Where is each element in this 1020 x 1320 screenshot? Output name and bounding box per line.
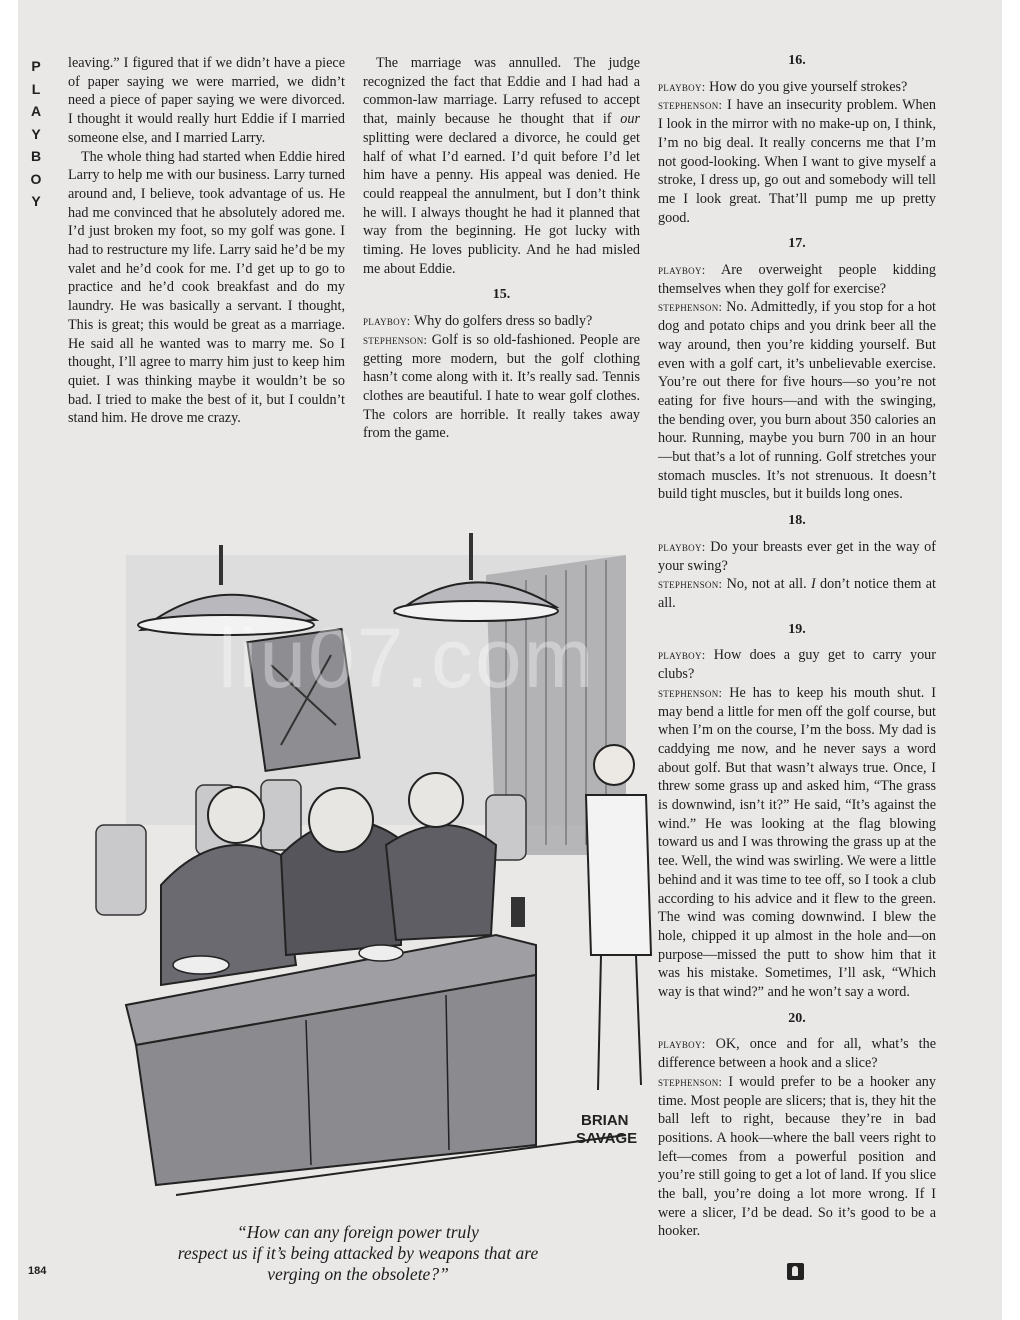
rabbit-end-mark-icon (787, 1263, 804, 1280)
question (363, 312, 640, 331)
answer (363, 331, 640, 443)
question-text: OK, once and for all, what’s the difference between a hook and a slice? (658, 1036, 936, 1072)
magazine-page (18, 0, 1002, 1320)
playboy-masthead-vertical (26, 55, 46, 213)
speaker-stephenson: stephenson: (658, 1074, 723, 1089)
watermark: liu07.com (218, 611, 596, 705)
speaker-playboy: playboy: (658, 263, 706, 278)
artist-signature: SAVAGE (576, 1130, 638, 1147)
speaker-stephenson: stephenson: (658, 685, 723, 700)
answer-text: He has to keep his mouth shut. I may bend a little for men off the golf course, but when I’m on the course, I’m the boss. My dad is caddying me now, and he never says a word about golf. But that wasn’t always true. Once, I threw some grass up and asked him, “The grass is downwind, isn’t it?” He said, “It’s against the wind.” He was looking at the flag blowing toward us and I was throwing the grass up at the tee. Well, the wind was swirling. We were a little behind and it was time to tee off, so I took a club according to his advice and it flew to the green. The wind was coming downwind. I blew the hole, chipped it up almost in the hole and—on purpose—missed the putt to show him that it was his mistake. Sometimes, I’ll ask, “Which way is that wind?” and he won’t say a word. (658, 684, 936, 1001)
question-number-20: 20. (788, 1010, 806, 1026)
caption-line: respect us if it’s being attacked by weapons that are (177, 1243, 539, 1263)
speaker-playboy: playboy: (363, 314, 411, 329)
cartoon-illustration (66, 525, 656, 1215)
question-number-17: 17. (788, 236, 806, 252)
speaker-playboy: playboy: (658, 539, 706, 554)
answer (658, 575, 936, 612)
question-text: How does a guy get to carry your clubs? (658, 647, 936, 683)
question (658, 646, 936, 683)
caption-line: “How can any foreign power truly (237, 1222, 479, 1242)
answer-text: I would prefer to be a hooker any time. Most people are slicers; that is, they hit the ball left to right, because they’re in bad positions. A hook—where the ball veers right to left—comes from a powerful position and you’re still going to get a lot of land. If you slice the ball, you’re doing a lot more wrong. If I were a slicer, I’d be dead. So it’s good to be a hooker. (658, 1073, 936, 1240)
answer-text: No. Admittedly, if you stop for a hot dog and potato chips and you drink beer all the way around, then you’re kidding yourself. But even with a golf cart, it’s unbelievable exercise. You’re out there for five hours—so you’re not eating for five hours—and with the swinging, the bending over, you burn about 350 calories an hour. Running, maybe you burn 700 in an hour—but that’s a lot of running. Golf stretches your stomach muscles. It’s not strenuous. It doesn’t build tight muscles, but it builds long ones. (658, 299, 936, 503)
text-column-2 (363, 54, 640, 443)
question-text: Are overweight people kidding themselves when they golf for exercise? (658, 262, 936, 297)
masthead-letter: P (31, 58, 41, 74)
masthead-letter: A (30, 103, 42, 119)
speaker-stephenson: stephenson: (658, 98, 723, 113)
paragraph (363, 54, 640, 278)
masthead-letter: Y (31, 125, 41, 142)
paragraph: The whole thing had started when Eddie hired Larry to help me with our business. Larry turned around and, I believe, took advantage of us. He had me convinced that he absolutely adored me. I’d just broken my foot, so my golf was gone. I had to restructure my life. Larry said he’d be my valet and he’d cook for me. I’d get up to go to practice and he’d cook breakfast and do my laundry. He was basically a servant. I thought, This is great; this would be great as a marriage. He said all he wanted was to marry me. So I thought, I’ll agree to marry him just to keep him quiet. I was thinking maybe it wouldn’t be so bad. I tried to make the best of it, but I couldn’t stand him. He drove me crazy. (68, 148, 345, 427)
answer-text: Golf is so old-fashioned. People are getting more modern, but the golf clothing hasn’t come along with it. It’s really sad. Tennis clothes are beautiful. I hate to wear golf clothes. The colors are horrible. It really takes away from the game. (363, 331, 640, 442)
speaker-playboy: playboy: (658, 648, 706, 663)
text-column-3 (658, 52, 936, 1241)
answer-text: No, not at all. (722, 576, 811, 593)
question-text: Do your breasts ever get in the way of your swing? (658, 538, 936, 574)
masthead-letter: O (30, 170, 42, 187)
question-number-18: 18. (788, 513, 806, 529)
question (658, 1035, 936, 1072)
answer (658, 96, 936, 227)
question-text: Why do golfers dress so badly? (410, 313, 593, 330)
answer-text: don’t notice them at all. (658, 576, 936, 611)
question-text: How do you give yourself strokes? (705, 78, 908, 95)
text-column-1 (68, 54, 345, 428)
emphasis: our (620, 111, 640, 128)
speaker-stephenson: stephenson: (658, 577, 723, 592)
paragraph: leaving.” I figured that if we didn’t have a piece of paper saying we were married, we didn’t need a piece of paper saying we were divorced. I thought it would really hurt Eddie if I married someone else, and I married Larry. (68, 55, 345, 146)
answer (658, 1073, 936, 1241)
question (658, 261, 936, 298)
question-number-16: 16. (788, 53, 806, 68)
masthead-letter: L (31, 80, 41, 97)
speaker-playboy: playboy: (658, 1037, 706, 1052)
text-run: The marriage was annulled. The judge recognized the fact that Eddie and I had had a common-law marriage. Larry refused to accept that, mainly because he thought that if (363, 55, 640, 128)
speaker-stephenson: stephenson: (658, 300, 723, 315)
cartoon-caption (78, 1222, 638, 1285)
question-number-15: 15. (492, 287, 511, 303)
question (658, 538, 936, 575)
speaker-playboy: playboy: (658, 79, 706, 94)
question (658, 78, 936, 97)
masthead-letter: Y (31, 193, 41, 209)
answer-text: I have an insecurity problem. When I look in the mirror with no make-up on, I think, I’m no big deal. It really concerns me that I’m not good-looking. When I want to give myself a stroke, I dress up, go out and somebody will tell me I look great. That’ll pump me up pretty good. (658, 97, 936, 226)
masthead-letter: B (30, 148, 42, 164)
question-number-19: 19. (788, 621, 806, 637)
artist-signature: BRIAN (581, 1112, 629, 1129)
speaker-stephenson: stephenson: (363, 332, 428, 347)
caption-line: verging on the obsolete?” (267, 1264, 449, 1284)
answer (658, 684, 936, 1002)
emphasis: I (810, 576, 816, 593)
page-number: 184 (28, 1265, 47, 1277)
answer (658, 298, 936, 504)
text-run: splitting were declared a divorce, he could get half of what I’d earned. I’d quit before I’d let him have a penny. His appeal was denied. He could reappeal the annulment, but I don’t think he will. I always thought he had it planned that way from the beginning. He got lucky with timing. He loves publicity. And he had misled me about Eddie. (363, 129, 640, 277)
